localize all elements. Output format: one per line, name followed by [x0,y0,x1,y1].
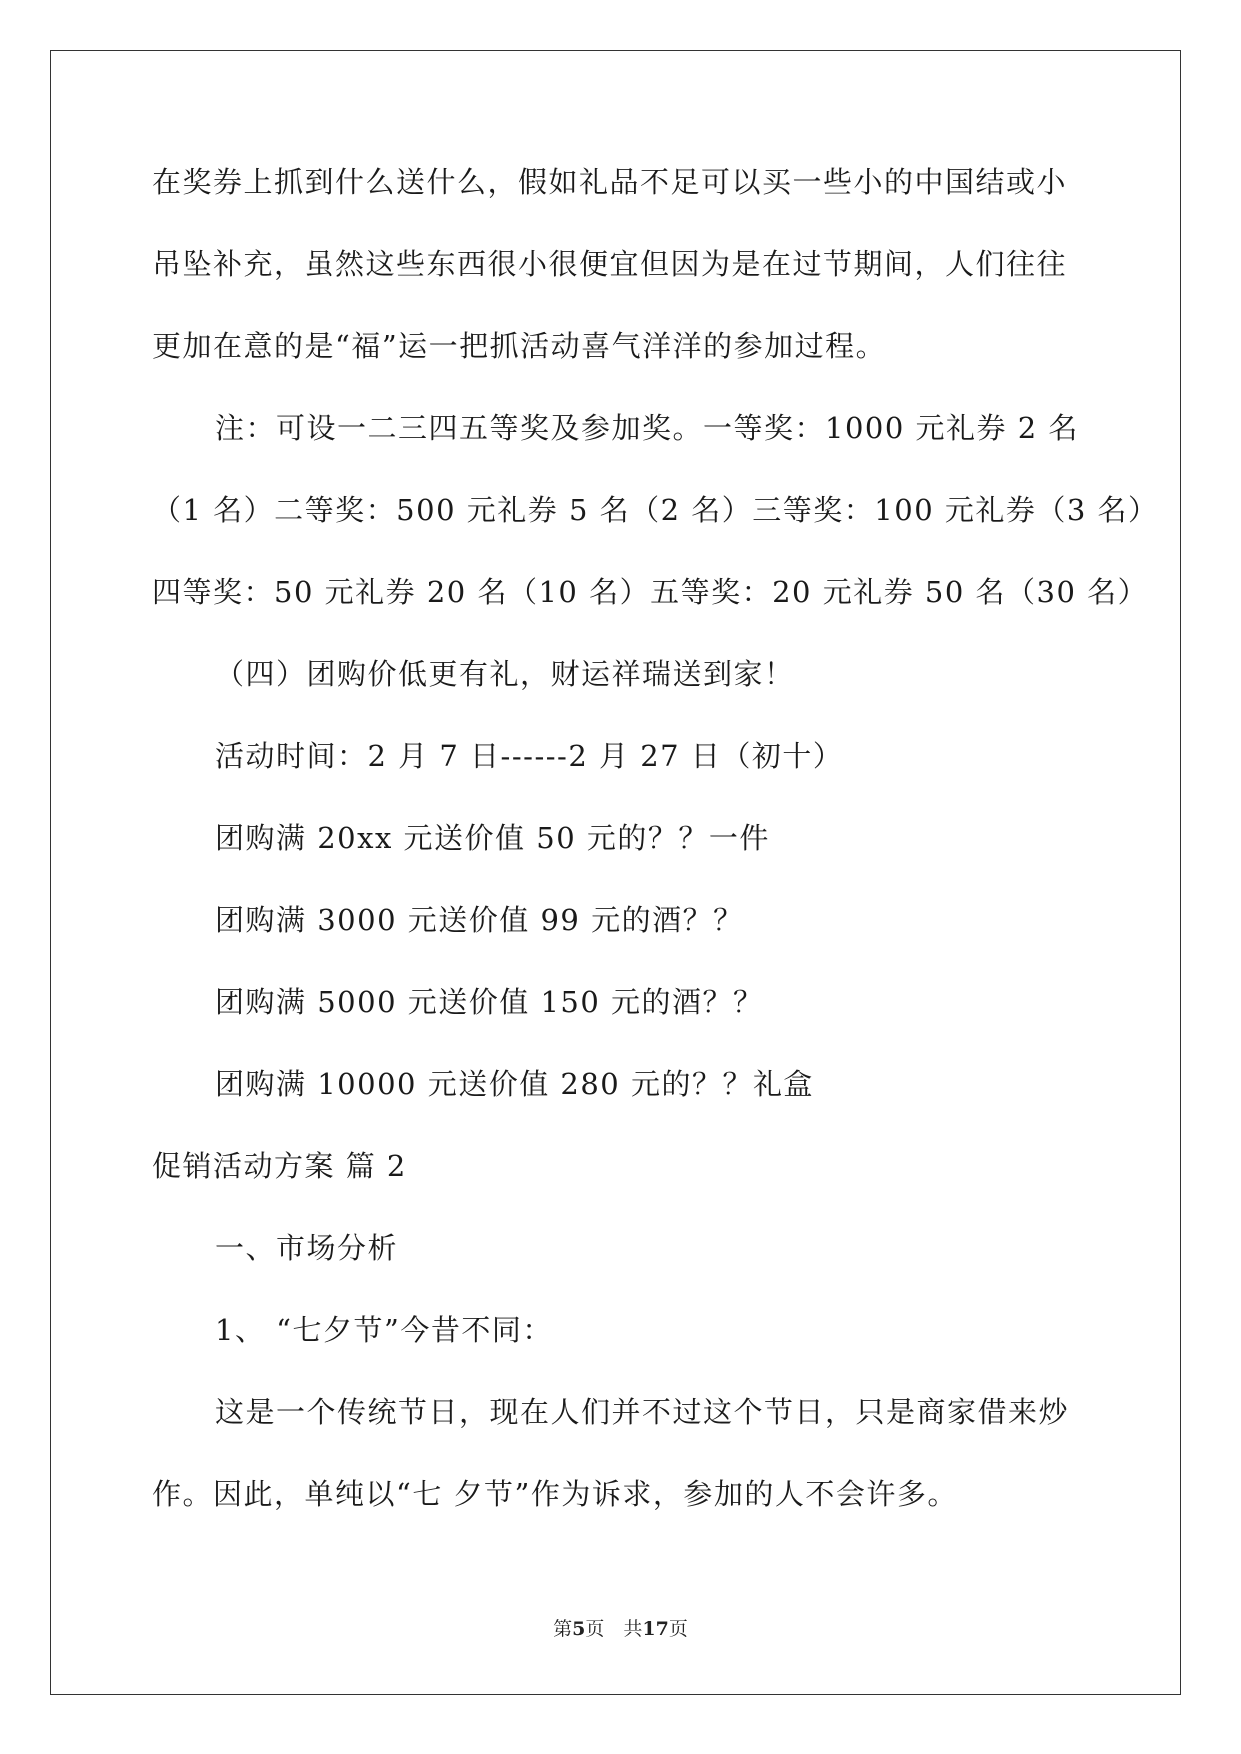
section-heading: 一、市场分析 [215,1231,399,1265]
footer-suffix: 页 [668,1618,688,1640]
paragraph-line: （1 名）二等奖：500 元礼券 5 名（2 名）三等奖：100 元礼券（3 名） [152,493,1159,527]
paragraph-line: 这是一个传统节日，现在人们并不过这个节日，只是商家借来炒 [215,1395,1070,1429]
footer-prefix: 第 [553,1618,573,1640]
current-page-number: 5 [572,1618,586,1640]
paragraph-line: 吊坠补充，虽然这些东西很小很便宜但因为是在过节期间，人们往往 [152,247,1068,281]
document-body [152,162,1159,1556]
paragraph-line: 在奖券上抓到什么送什么，假如礼品不足可以买一些小的中国结或小 [152,165,1068,199]
subsection-heading: 1、 “七夕节”今昔不同： [215,1313,553,1347]
paragraph-line: 四等奖：50 元礼券 20 名（10 名）五等奖：20 元礼券 50 名（30 名） [152,575,1149,609]
list-item: 团购满 20xx 元送价值 50 元的？？一件 [215,821,770,855]
list-item: 团购满 3000 元送价值 99 元的酒？？ [215,903,744,937]
section-heading: （四）团购价低更有礼，财运祥瑞送到家！ [215,657,795,691]
page-footer [0,1614,1241,1641]
paragraph-line: 活动时间：2 月 7 日------2 月 27 日（初十） [215,739,844,773]
paragraph-line: 注：可设一二三四五等奖及参加奖。一等奖：1000 元礼券 2 名 [215,411,1079,445]
paragraph-line: 更加在意的是“福”运一把抓活动喜气洋洋的参加过程。 [152,329,887,363]
list-item: 团购满 10000 元送价值 280 元的？？礼盒 [215,1067,814,1101]
list-item: 团购满 5000 元送价值 150 元的酒？？ [215,985,764,1019]
total-page-number: 17 [642,1618,669,1640]
paragraph-line: 作。因此，单纯以“七 夕节”作为诉求，参加的人不会许多。 [152,1477,958,1511]
footer-middle: 页 共 [585,1618,643,1640]
article-title: 促销活动方案 篇 2 [152,1149,407,1183]
